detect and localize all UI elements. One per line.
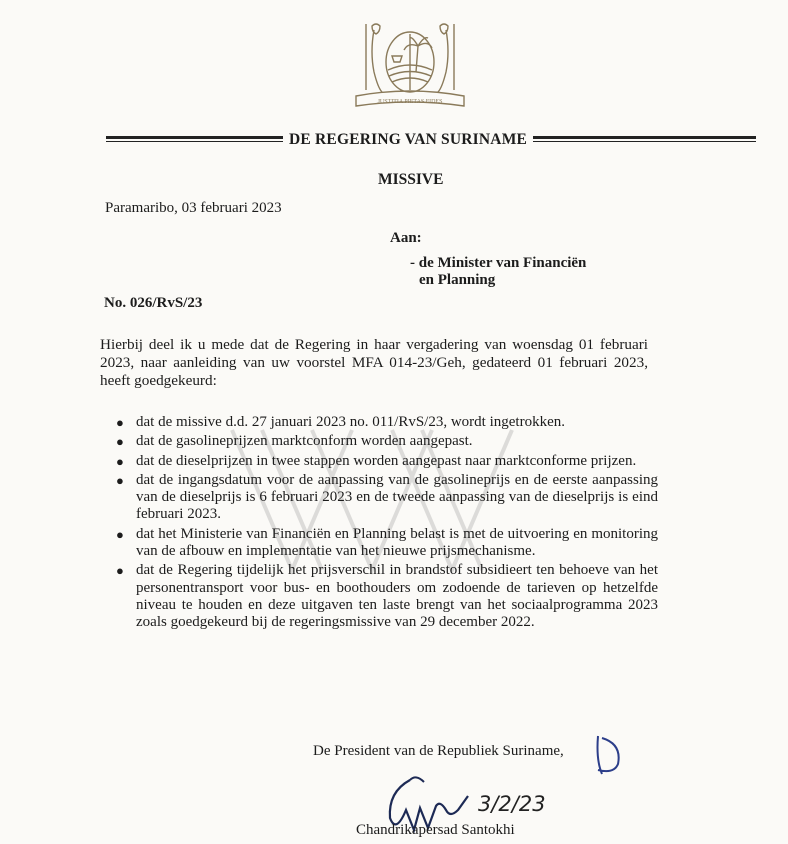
- list-item: ● dat het Ministerie van Financiën en Planning belast is met de uitvoering en monitoring van de afbouw en implementatie van het nieuwe prijsmechanisme.: [116, 525, 658, 560]
- bullet-icon: ●: [116, 434, 124, 450]
- bullet-icon: ●: [116, 453, 124, 469]
- document-type: MISSIVE: [378, 171, 444, 188]
- bullet-icon: ●: [116, 472, 124, 488]
- list-item: ● dat de dieselprijzen in twee stappen worden aangepast naar marktconforme prijzen.: [116, 452, 637, 469]
- bullet-icon: ●: [116, 415, 124, 430]
- crest-motto: JUSTITIA PIETAS FIDES: [377, 99, 443, 105]
- to-label: Aan:: [390, 230, 422, 246]
- initial-mark-icon: [592, 730, 626, 778]
- government-title: DE REGERING VAN SURINAME: [283, 131, 533, 149]
- handwritten-date: 3/2/23: [478, 792, 546, 816]
- decision-list: [98, 414, 658, 632]
- bullet-icon: ●: [116, 563, 124, 579]
- coat-of-arms-icon: [352, 12, 468, 110]
- document-number: No. 026/RvS/23: [104, 295, 203, 311]
- bullet-icon: ●: [116, 526, 124, 542]
- list-item: ● dat de ingangsdatum voor de aanpassing van de gasolineprijs en de eerste aanpassing van de dieselprijs is 6 februari 2023 en de tweede aanpassing van de dieselprijs is eind februari 2023.: [116, 471, 658, 523]
- place-date: Paramaribo, 03 februari 2023: [105, 200, 282, 216]
- recipient-line-1: - de Minister van Financiën: [410, 255, 587, 271]
- intro-paragraph: Hierbij deel ik u mede dat de Regering in haar vergadering van woensdag 01 februari 2023, naar aanleiding van uw voorstel MFA 014-23/Geh, gedateerd 01 februari 2023, heeft goedgekeurd:: [100, 336, 648, 389]
- list-item: ● dat de missive d.d. 27 januari 2023 no. 011/RvS/23, wordt ingetrokken.: [116, 414, 565, 430]
- signature-title: De President van de Republiek Suriname,: [313, 743, 564, 759]
- list-item: ● dat de Regering tijdelijk het prijsverschil in brandstof subsidieert ten behoeve van het personentransport voor bus- en boothouders om zodoende de tarieven op hetzelfde niveau te houden en deze uitgaven ten laste brengt van het sociaalprogramma 2023 zoals goedgekeurd bij de regeringsmissive van 29 december 2022.: [116, 562, 658, 631]
- list-item: ● dat de gasolineprijzen marktconform worden aangepast.: [116, 433, 473, 450]
- recipient-line-2: en Planning: [419, 272, 496, 288]
- signatory-name: Chandrikapersad Santokhi: [356, 822, 515, 838]
